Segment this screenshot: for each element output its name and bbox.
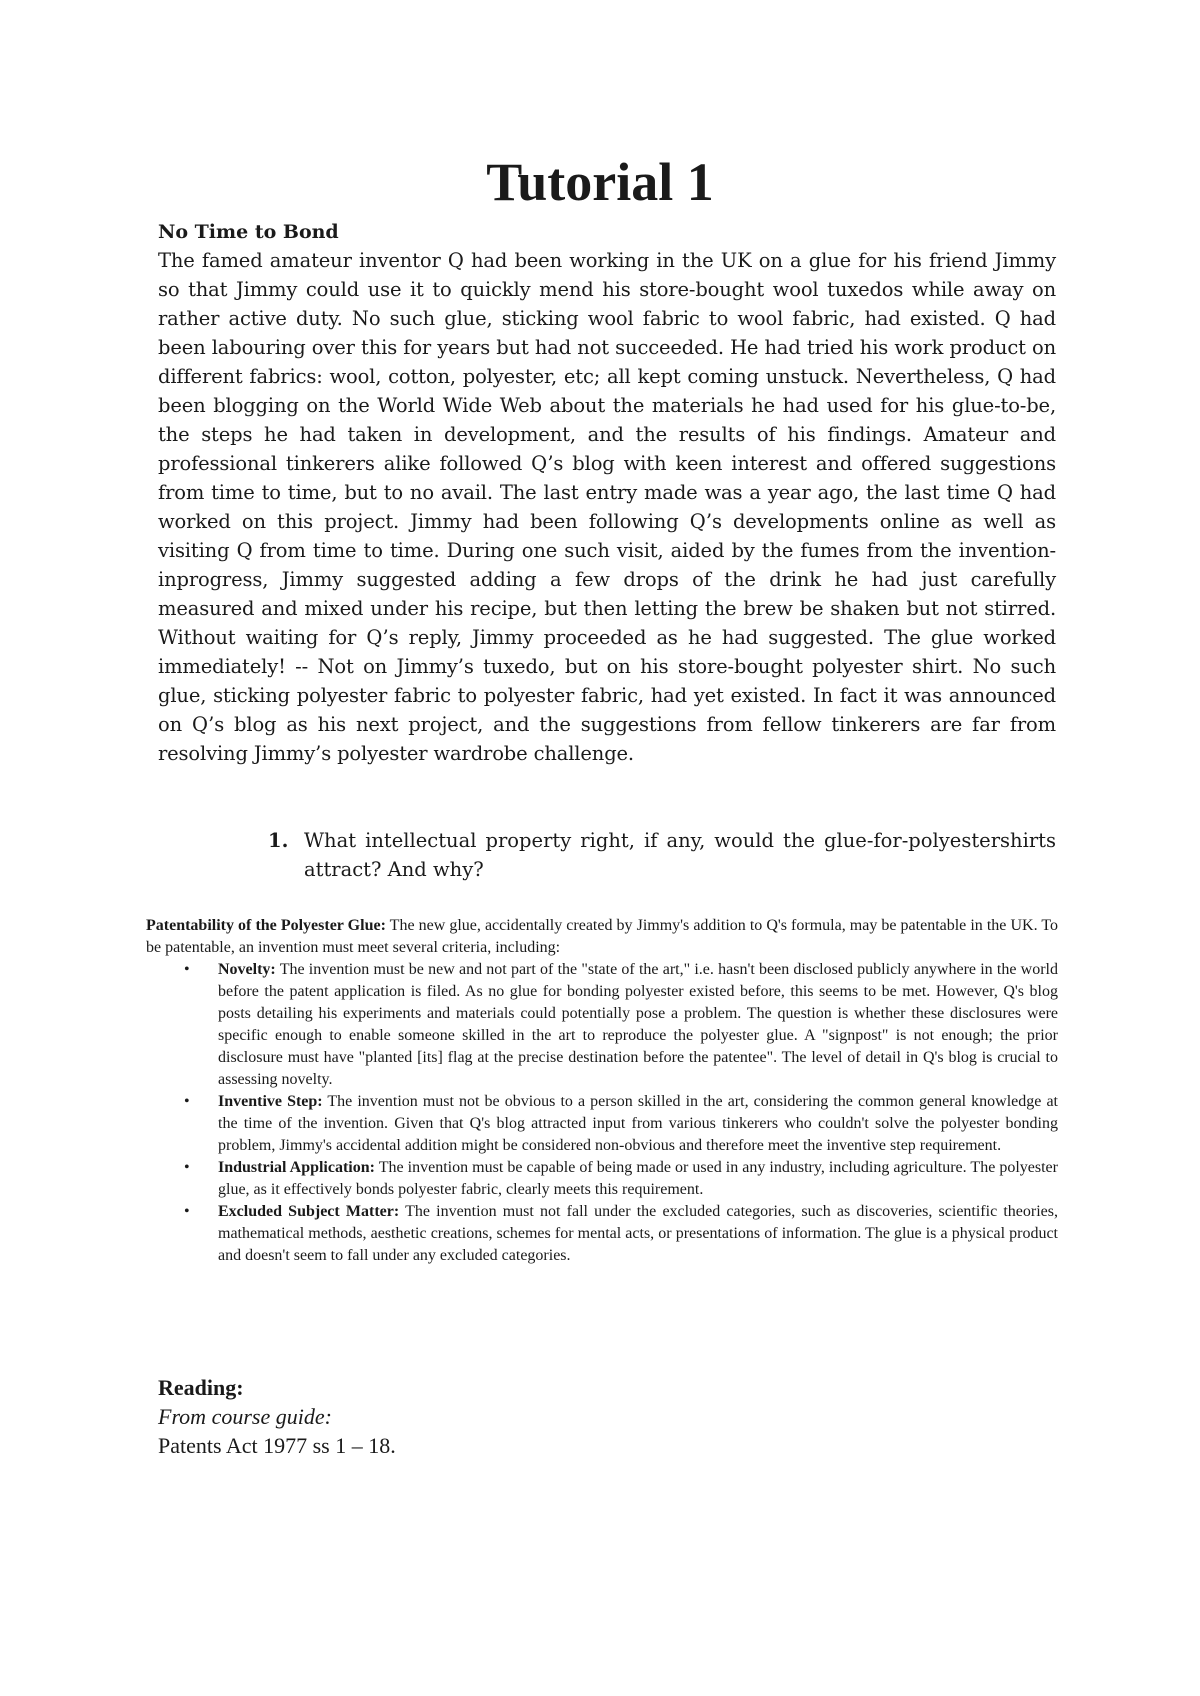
- reading-reference: Patents Act 1977 ss 1 – 18.: [158, 1433, 396, 1458]
- criteria-text: The invention must be capable of being made or used in any industry, including agriculture. The polyester glue, as it effectively bonds polyester fabric, clearly meets this requirement.: [218, 1159, 1058, 1198]
- criteria-text: The invention must not fall under the excluded categories, such as discoveries, scientific theories, mathematical methods, aesthetic creations, schemes for mental acts, or presentations of information. The glue is a physical product and doesn't seem to fall under any excluded categories.: [218, 1203, 1059, 1264]
- criteria-item-inventive-step: [146, 1091, 1058, 1157]
- criteria-item-novelty: [146, 959, 1058, 1091]
- story-heading: No Time to Bond: [158, 221, 339, 243]
- criteria-item-industrial-application: [146, 1157, 1058, 1201]
- answer-intro-text: The new glue, accidentally created by Jimmy's addition to Q's formula, may be patentable in the UK. To be patentable, an invention must meet several criteria, including:: [146, 917, 1059, 956]
- question-number: 1.: [268, 829, 289, 852]
- page-title: Tutorial 1: [486, 152, 714, 212]
- reading-section: [158, 1373, 396, 1460]
- criteria-text: The invention must not be obvious to a person skilled in the art, considering the common general knowledge at the time of the invention. Given that Q's blog attracted input from various tinkerers who couldn't solve the polyester bonding problem, Jimmy's accidental addition might be considered non-obvious and therefore meet the inventive step requirement.: [218, 1093, 1058, 1154]
- criteria-item-excluded-subject-matter: [146, 1201, 1058, 1267]
- reading-heading: Reading:: [158, 1375, 244, 1400]
- criteria-label: Excluded Subject Matter:: [218, 1203, 400, 1220]
- criteria-label: Novelty:: [218, 961, 276, 978]
- answer-intro: [146, 915, 1058, 959]
- criteria-text: The invention must be new and not part of the "state of the art," i.e. hasn't been disclosed publicly anywhere in the world before the patent application is filed. As no glue for bonding polyester existed before, this seems to be met. However, Q's blog posts detailing his experiments and materials could potentially pose a problem. The question is whether these disclosures were specific enough to enable someone skilled in the art to reproduce the polyester glue. A "signpost" is not enough; the prior disclosure must have "planted [its] flag at the precise destination before the patentee". The level of detail in Q's blog is crucial to assessing novelty.: [218, 961, 1058, 1088]
- criteria-list: [146, 959, 1058, 1267]
- bullet-icon: •: [184, 1093, 190, 1110]
- criteria-label: Inventive Step:: [218, 1093, 323, 1110]
- question-1: [268, 826, 1056, 884]
- question-text: What intellectual property right, if any, would the glue-for-polyestershirts attract? And why?: [304, 829, 1056, 881]
- criteria-label: Industrial Application:: [218, 1159, 375, 1176]
- answer-section: [146, 915, 1058, 1267]
- bullet-icon: •: [184, 1203, 190, 1220]
- bullet-icon: •: [184, 1159, 190, 1176]
- story-body: The famed amateur inventor Q had been working in the UK on a glue for his friend Jimmy so that Jimmy could use it to quickly mend his store-bought wool tuxedos while away on rather active duty. No such glue, sticking wool fabric to wool fabric, had existed. Q had been labouring over this for years but had not succeeded. He had tried his work product on different fabrics: wool, cotton, polyester, etc; all kept coming unstuck. Nevertheless, Q had been blogging on the World Wide Web about the materials he had used for his glue-to-be, the steps he had taken in development, and the results of his findings. Amateur and professional tinkerers alike followed Q’s blog with keen interest and offered suggestions from time to time, but to no avail. The last entry made was a year ago, the last time Q had worked on this project. Jimmy had been following Q’s developments online as well as visiting Q from time to time. During one such visit, aided by the fumes from the invention-inprogress, Jimmy suggested adding a few drops of the drink he had just carefully measured and mixed under his recipe, but then letting the brew be shaken but not stirred. Without waiting for Q’s reply, Jimmy proceeded as he had suggested. The glue worked immediately! -- Not on Jimmy’s tuxedo, but on his store-bought polyester shirt. No such glue, sticking polyester fabric to polyester fabric, had yet existed. In fact it was announced on Q’s blog as his next project, and the suggestions from fellow tinkerers are far from resolving Jimmy’s polyester wardrobe challenge.: [158, 249, 1056, 765]
- answer-intro-label: Patentability of the Polyester Glue:: [146, 917, 386, 934]
- bullet-icon: •: [184, 961, 190, 978]
- reading-subheading: From course guide:: [158, 1404, 332, 1429]
